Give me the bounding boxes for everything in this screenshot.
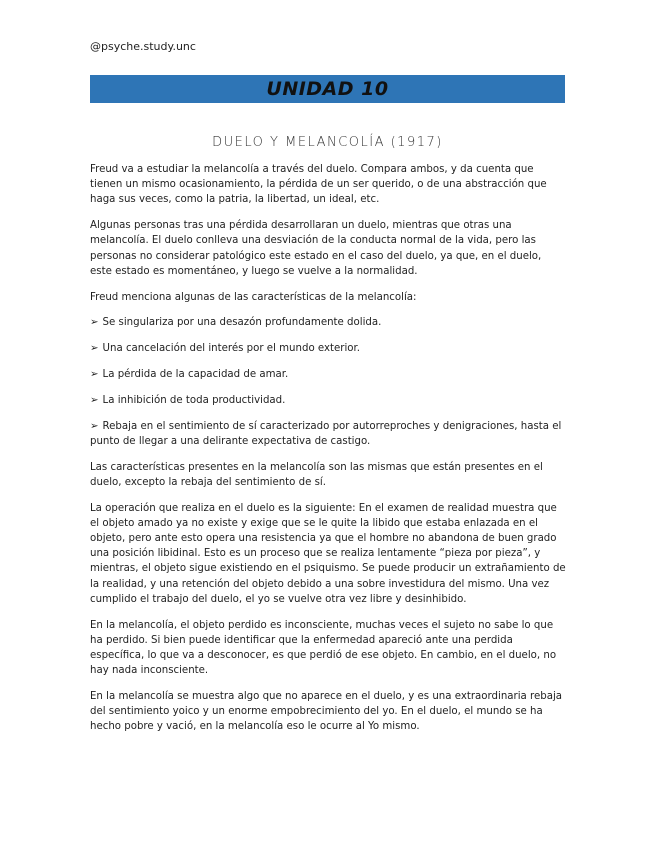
paragraph: Freud menciona algunas de las características de la melancolía: (90, 291, 417, 303)
paragraph: Freud va a estudiar la melancolía a través del duelo. Compara ambos, y da cuenta que tienen un mismo ocasionamiento, la pérdida de un ser querido, o de una abstracción que haga sus veces, como la patria, la libertad, un ideal, etc. (90, 164, 547, 206)
arrow-bullet-icon: ➢ (90, 394, 99, 406)
paragraph: Algunas personas tras una pérdida desarrollaran un duelo, mientras que otras una melancolía. El duelo conlleva una desviación de la conducta normal de la vida, pero las personas no considerar patológico este estado en el caso del duelo, ya que, en el duelo, este estado es momentáneo, y luego se vuelve a la normalidad. (90, 220, 542, 277)
bullet-item (90, 393, 566, 408)
arrow-bullet-icon: ➢ (90, 420, 99, 432)
arrow-bullet-icon: ➢ (90, 343, 99, 355)
bullet-text: Una cancelación del interés por el mundo exterior. (102, 343, 361, 355)
paragraph: La operación que realiza en el duelo es la siguiente: En el examen de realidad muestra que el objeto amado ya no existe y exige que se le quite la libido que estaba enlazada en el objeto, pero ante esto opera una resistencia ya que el hombre no abandona de buen grado una posición libidinal. Esto es un proceso que se realiza lentamente “pieza por pieza”, y mientras, el objeto sigue existiendo en el psiquismo. Se puede producir un extrañamiento de la realidad, y una retención del objeto debido a una sobre investidura del mismo. Una vez cumplido el trabajo del duelo, el yo se vuelve otra vez libre y desinhibido. (90, 502, 566, 605)
bullet-text: Rebaja en el sentimiento de sí caracterizado por autorreproches y denigraciones, hasta el punto de llegar a una delirante expectativa de castigo. (90, 420, 562, 447)
document-title: DUELO Y MELANCOLÍA (1917) (212, 135, 443, 150)
bullet-text: La inhibición de toda productividad. (102, 394, 286, 406)
arrow-bullet-icon: ➢ (90, 317, 99, 329)
paragraph: En la melancolía se muestra algo que no aparece en el duelo, y es una extraordinaria rebaja del sentimiento yoico y un enorme empobrecimiento del yo. En el duelo, el mundo se ha hecho pobre y vació, en la melancolía eso le ocurre al Yo mismo. (90, 691, 563, 733)
bullet-item (90, 341, 566, 356)
bullet-item (90, 367, 566, 382)
paragraph: Las características presentes en la melancolía son las mismas que están presentes en el duelo, excepto la rebaja del sentimiento de sí. (90, 461, 543, 488)
document-body (90, 162, 566, 745)
paragraph: En la melancolía, el objeto perdido es inconsciente, muchas veces el sujeto no sabe lo que ha perdido. Si bien puede identificar que la enfermedad apareció ante una perdida específica, lo que va a desconocer, es que perdió de ese objeto. En cambio, en el duelo, no hay nada inconsciente. (90, 619, 557, 677)
arrow-bullet-icon: ➢ (90, 369, 99, 380)
bullet-text: La pérdida de la capacidad de amar. (102, 369, 289, 380)
unit-banner (90, 75, 565, 103)
bullet-text: Se singulariza por una desazón profundamente dolida. (102, 317, 382, 329)
unit-title: UNIDAD 10 (266, 78, 389, 100)
bullet-item (90, 315, 566, 330)
author-handle: @psyche.study.unc (90, 40, 196, 53)
bullet-item (90, 419, 566, 449)
